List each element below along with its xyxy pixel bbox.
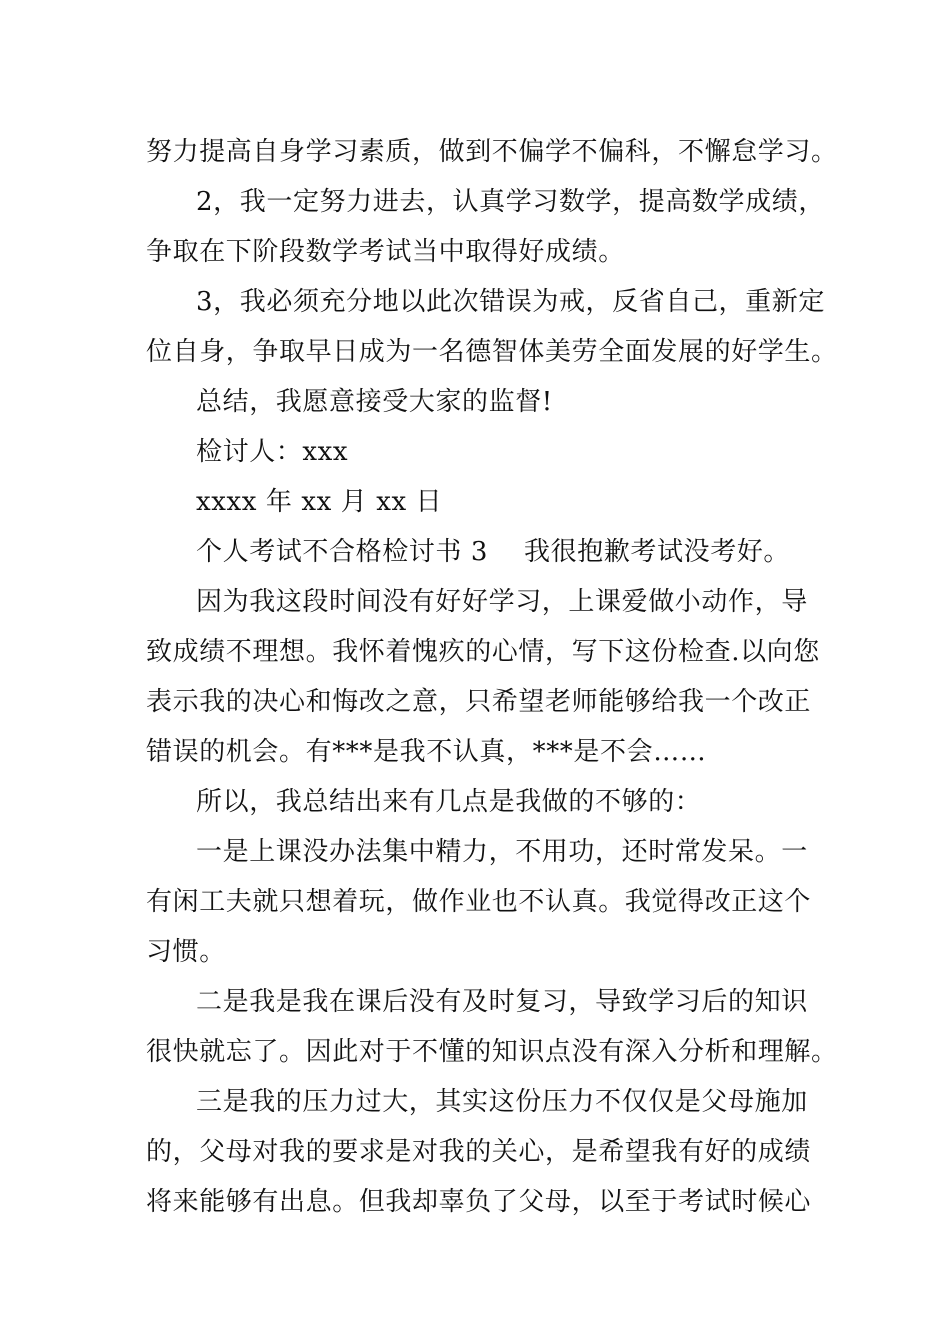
text-line: 3，我必须充分地以此次错误为戒，反省自己，重新定 xyxy=(196,287,825,317)
text-line: 位自身，争取早日成为一名德智体美劳全面发展的好学生。 xyxy=(146,337,838,367)
text-line: 争取在下阶段数学考试当中取得好成绩。 xyxy=(146,237,625,267)
date-line: xxxx 年 xx 月 xx 日 xyxy=(196,487,443,517)
text-line: 一是上课没办法集中精力，不用功，还时常发呆。一 xyxy=(196,837,808,867)
text-line: 努力提高自身学习素质，做到不偏学不偏科，不懈怠学习。 xyxy=(146,137,838,167)
text-line: 2，我一定努力进去，认真学习数学，提高数学成绩， xyxy=(196,187,825,217)
text-line: 错误的机会。有***是我不认真，***是不会…… xyxy=(146,737,707,767)
text-line: 表示我的决心和悔改之意，只希望老师能够给我一个改正 xyxy=(146,687,812,717)
text-line: 三是我的压力过大，其实这份压力不仅仅是父母施加 xyxy=(196,1087,808,1117)
text-line: 将来能够有出息。但我却辜负了父母，以至于考试时候心 xyxy=(146,1187,812,1217)
text-line: 所以，我总结出来有几点是我做的不够的： xyxy=(196,787,702,817)
text-line: 习惯。 xyxy=(146,937,226,967)
text-line: 很快就忘了。因此对于不懂的知识点没有深入分析和理解。 xyxy=(146,1037,838,1067)
text-line: 致成绩不理想。我怀着愧疚的心情，写下这份检查.以向您 xyxy=(146,637,820,667)
text-line: 总结，我愿意接受大家的监督! xyxy=(196,387,553,417)
signer-line: 检讨人：xxx xyxy=(196,437,349,467)
section-first-sentence: 我很抱歉考试没考好。 xyxy=(524,537,791,567)
section-heading-line xyxy=(196,532,816,572)
text-line: 有闲工夫就只想着玩，做作业也不认真。我觉得改正这个 xyxy=(146,887,812,917)
text-line: 二是我是我在课后没有及时复习，导致学习后的知识 xyxy=(196,987,808,1017)
text-line: 因为我这段时间没有好好学习，上课爱做小动作，导 xyxy=(196,587,808,617)
text-line: 的，父母对我的要求是对我的关心，是希望我有好的成绩 xyxy=(146,1137,812,1167)
section-title: 个人考试不合格检讨书 3 xyxy=(196,537,489,567)
